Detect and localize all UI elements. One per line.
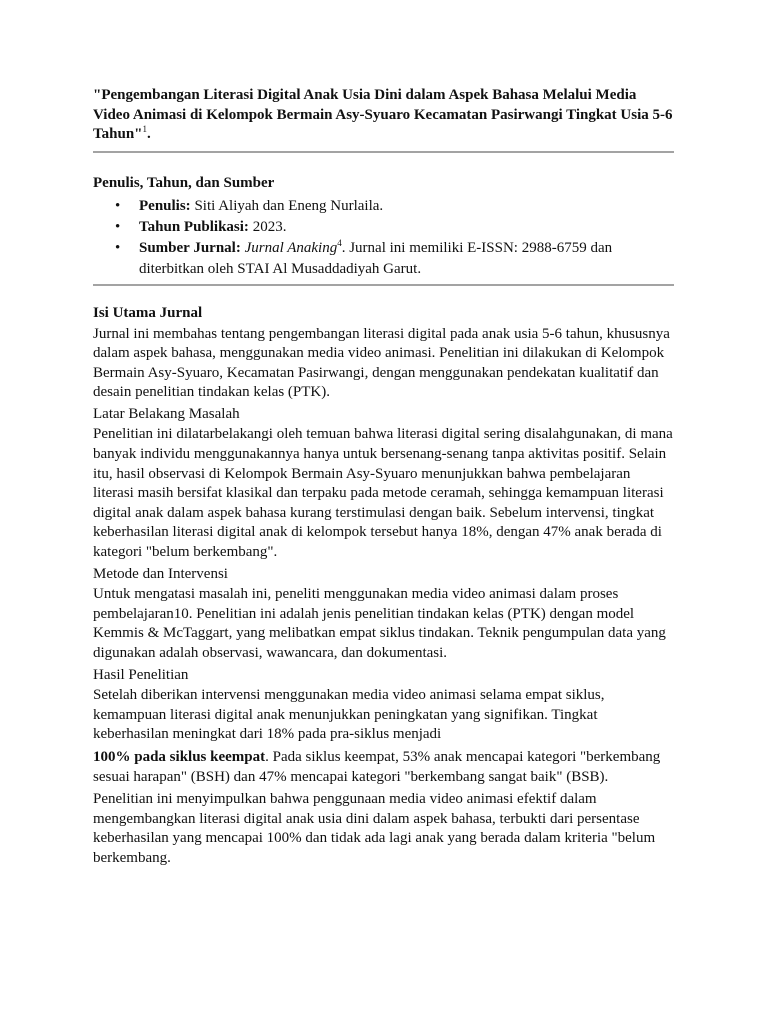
meta-list <box>93 196 674 280</box>
journal-footnote-marker: 4 <box>337 237 342 248</box>
meta-item-author <box>93 196 674 217</box>
source-label: Sumber Jurnal: <box>139 239 241 256</box>
results-paragraph: Setelah diberikan intervensi menggunakan media video animasi selama empat siklus, kemampuan literasi digital anak menunjukkan peningkatan yang signifikan. Tingkat keberhasilan meningkat dari 18% pada pra-siklus menjadi <box>93 687 605 743</box>
intro-paragraph: Jurnal ini membahas tentang pengembangan literasi digital pada anak usia 5-6 tahun, khususnya dalam aspek bahasa, menggunakan media video animasi. Penelitian ini dilakukan di Kelompok Bermain Asy-Syuaro, Kecamatan Pasirwangi, dengan menggunakan pendekatan kualitatif dan desain penelitian tindakan kelas (PTK). <box>93 325 670 401</box>
meta-section-heading: Penulis, Tahun, dan Sumber <box>93 174 275 191</box>
year-value: 2023. <box>248 218 287 235</box>
results-highlight: 100% pada siklus keempat <box>93 748 266 765</box>
bullet-icon: • <box>115 218 121 235</box>
author-value: Siti Aliyah dan Eneng Nurlaila. <box>190 197 384 214</box>
bullet-icon: • <box>115 239 121 256</box>
document-title <box>93 86 674 151</box>
conclusion-paragraph: Penelitian ini menyimpulkan bahwa penggunaan media video animasi efektif dalam mengembangkan literasi digital anak usia dini dalam aspek bahasa, terbukti dari persentase keberhasilan yang mencapai 100% dan tidak ada lagi anak yang berada dalam kriteria "belum berkembang. <box>93 791 656 866</box>
title-text: "Pengembangan Literasi Digital Anak Usia Dini dalam Aspek Bahasa Melalui Media Video Animasi di Kelompok Bermain Asy-Syuaro Kecamatan Pasirwangi Tingkat Usia 5-6 Tahun" <box>93 87 673 142</box>
results-continuation-paragraph <box>93 748 674 787</box>
year-label: Tahun Publikasi: <box>139 218 249 235</box>
method-paragraph: Untuk mengatasi masalah ini, peneliti menggunakan media video animasi dalam proses pembelajaran10. Penelitian ini adalah jenis penelitian tindakan kelas (PTK) dengan model Kemmis & McTaggart, yang melibatkan empat siklus tindakan. Teknik pengumpulan data yang digunakan adalah observasi, wawancara, dan dokumentasi. <box>93 586 666 661</box>
author-label: Penulis: <box>139 197 191 214</box>
background-paragraph: Penelitian ini dilatarbelakangi oleh temuan bahwa literasi digital sering disalahgunakan, di mana banyak individu menggunakannya hanya untuk bersenang-senang tanpa aktivitas positif. Selain itu, hasil observasi di Kelompok Bermain Asy-Syuaro menunjukkan bahwa pembelajaran literasi masih bersifat klasikal dan terpaku pada metode ceramah, sehingga kemampuan literasi digital anak dalam aspek bahasa kurang terstimulasi dengan baik. Sebelum intervensi, tingkat keberhasilan literasi digital anak di kelompok tersebut hanya 18%, dengan 47% anak berada di kategori "belum berkembang". <box>93 426 673 561</box>
bullet-icon: • <box>115 197 121 214</box>
background-heading: Latar Belakang Masalah <box>93 405 240 422</box>
title-footnote-marker: 1 <box>142 124 147 134</box>
meta-item-year <box>93 217 674 238</box>
journal-name: Jurnal Anaking <box>244 239 338 256</box>
title-end-punctuation: . <box>146 126 151 142</box>
method-heading: Metode dan Intervensi <box>93 565 228 582</box>
meta-item-source <box>93 238 674 280</box>
source-value: . Jurnal ini memiliki E-ISSN: 2988-6759 dan diterbitkan oleh STAI Al Musaddadiyah Garut. <box>139 239 613 277</box>
results-heading: Hasil Penelitian <box>93 666 189 683</box>
main-section-heading: Isi Utama Jurnal <box>93 304 203 321</box>
results-continuation-text: . Pada siklus keempat, 53% anak mencapai kategori "berkembang sesuai harapan" (BSH) dan 47% mencapai kategori "berkembang sangat baik" (BSB). <box>93 748 661 785</box>
